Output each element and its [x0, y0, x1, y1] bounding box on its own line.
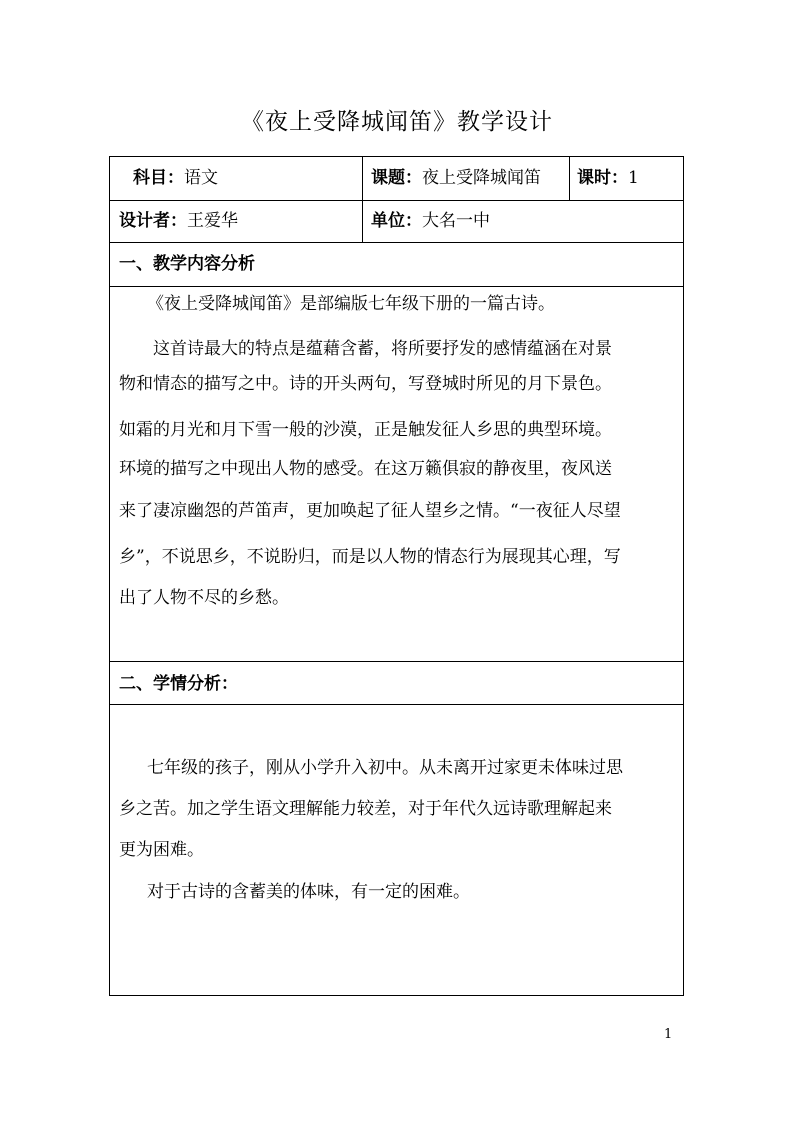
topic-label: 课题 [371, 168, 405, 188]
topic-cell [371, 168, 541, 188]
table-border-top [109, 156, 684, 157]
row-divider [109, 704, 684, 705]
topic-value: 夜上受降城闻笛 [422, 168, 541, 188]
row-divider [109, 200, 684, 201]
row-divider [109, 661, 684, 662]
section2-heading: 二、学情分析： [119, 674, 238, 694]
table-border-bottom [109, 995, 684, 996]
subject-label: 科目 [133, 168, 167, 188]
document-title: 《夜上受降城闻笛》教学设计 [241, 109, 553, 135]
designer-label: 设计者 [119, 211, 170, 231]
section1-line: 物和情态的描写之中。诗的开头两句，写登城时所见的月下景色。 [119, 374, 612, 394]
lesson-plan-table [109, 156, 684, 996]
section1-line: 环境的描写之中现出人物的感受。在这万籁俱寂的静夜里，夜风送 [119, 459, 612, 479]
section2-line: 七年级的孩子，刚从小学升入初中。从未离开过家更未体味过思 [147, 758, 623, 778]
subject-colon: ： [167, 168, 184, 188]
hours-cell [577, 168, 639, 188]
unit-value: 大名一中 [422, 211, 490, 231]
hours-value: 1 [628, 168, 639, 188]
subject-cell [133, 168, 218, 188]
section1-line: 来了凄凉幽怨的芦笛声，更加唤起了征人望乡之情。“一夜征人尽望 [119, 501, 621, 521]
unit-cell [371, 211, 490, 231]
designer-cell [119, 211, 238, 231]
column-divider [362, 156, 363, 243]
topic-colon: ： [405, 168, 422, 188]
section1-line: 如霜的月光和月下雪一般的沙漠，正是触发征人乡思的典型环境。 [119, 420, 612, 440]
page-number: 1 [664, 1027, 673, 1042]
section1-line: 《夜上受降城闻笛》是部编版七年级下册的一篇古诗。 [147, 294, 555, 314]
designer-colon: ： [170, 211, 187, 231]
section1-line: 乡”，不说思乡，不说盼归，而是以人物的情态行为展现其心理，写 [119, 547, 621, 567]
section1-heading: 一、教学内容分析 [119, 254, 255, 274]
section1-line: 出了人物不尽的乡愁。 [119, 588, 289, 608]
designer-value: 王爱华 [187, 211, 238, 231]
hours-colon: ： [611, 168, 628, 188]
section1-line: 这首诗最大的特点是蕴藉含蓄，将所要抒发的感情蕴涵在对景 [153, 339, 612, 359]
row-divider [109, 286, 684, 287]
section2-line: 对于古诗的含蓄美的体味，有一定的困难。 [147, 882, 470, 902]
section2-line: 更为困难。 [119, 840, 204, 860]
subject-value: 语文 [184, 168, 218, 188]
table-border-left [109, 156, 110, 996]
table-border-right [683, 156, 684, 996]
unit-label: 单位 [371, 211, 405, 231]
section2-line: 乡之苦。加之学生语文理解能力较差，对于年代久远诗歌理解起来 [119, 799, 612, 819]
column-divider [569, 156, 570, 201]
hours-label: 课时 [577, 168, 611, 188]
row-divider [109, 242, 684, 243]
unit-colon: ： [405, 211, 422, 231]
